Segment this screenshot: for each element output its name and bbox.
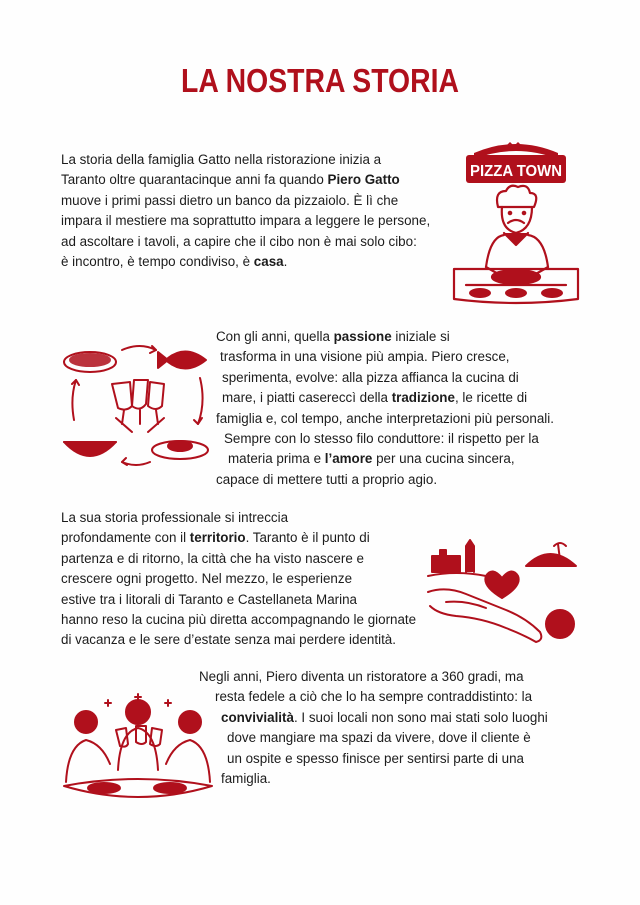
text-run: famiglia. xyxy=(221,771,271,787)
paragraph-line xyxy=(61,252,430,272)
emphasis-text: casa xyxy=(253,254,284,270)
text-run: per una cucina sincera, xyxy=(372,451,515,467)
paragraph-line xyxy=(216,449,554,469)
pizza-town-logo-text: PIZZA TOWN xyxy=(470,163,562,180)
text-run: di vacanza e le sere d’estate senza mai perdere identità. xyxy=(61,632,396,648)
paragraph-line xyxy=(199,667,548,687)
text-run: . xyxy=(283,254,288,270)
paragraph-line xyxy=(216,327,554,347)
paragraph-line xyxy=(216,368,554,388)
text-run: La sua storia professionale si intreccia xyxy=(61,510,289,525)
emphasis-text: passione xyxy=(333,329,392,344)
text-run: hanno reso la cucina più diretta accompagnando le giornate xyxy=(61,612,417,628)
text-run: Con gli anni, quella xyxy=(216,329,334,344)
text-run: sperimenta, evolve: alla pizza affianca la cucina di xyxy=(222,369,519,385)
story-paragraph-territory xyxy=(61,508,416,651)
text-run: iniziale si xyxy=(391,329,450,344)
text-run: resta fedele a ciò che lo ha sempre contraddistinto: la xyxy=(215,689,533,705)
paragraph-line xyxy=(61,191,430,211)
paragraph-line xyxy=(199,687,548,707)
paragraph-line xyxy=(61,211,430,231)
paragraph-line xyxy=(216,347,554,367)
text-run: profondamente con il xyxy=(61,530,190,546)
food-cycle-illustration xyxy=(60,332,215,472)
paragraph-line xyxy=(61,630,416,650)
paragraph-line xyxy=(216,409,554,429)
emphasis-text: tradizione xyxy=(391,390,455,406)
text-run: muove i primi passi dietro un banco da pizzaiolo. È lì che xyxy=(61,192,399,208)
paragraph-line xyxy=(216,388,554,408)
paragraph-line xyxy=(61,508,416,528)
paragraph-line xyxy=(61,590,416,610)
paragraph-line xyxy=(199,728,548,748)
text-run: un ospite e spesso finisce per sentirsi parte di una xyxy=(227,750,524,766)
text-run: trasforma in una visione più ampia. Piero cresce, xyxy=(220,349,510,365)
page-title: LA NOSTRA STORIA xyxy=(180,62,460,99)
text-run: è incontro, è tempo condiviso, è xyxy=(61,254,254,270)
paragraph-line xyxy=(61,170,430,190)
emphasis-text: convivialità xyxy=(221,709,294,725)
text-run: . Taranto è il punto di xyxy=(245,530,370,546)
emphasis-text: territorio xyxy=(189,530,246,546)
paragraph-line xyxy=(199,769,548,789)
text-run: , le ricette di xyxy=(454,390,528,406)
puglia-map-illustration xyxy=(426,536,581,648)
text-run: Sempre con lo stesso filo conduttore: il rispetto per la xyxy=(224,431,539,447)
text-run: partenza e di ritorno, la città che ha visto nascere e xyxy=(61,550,364,566)
text-run: La storia della famiglia Gatto nella ristorazione inizia a xyxy=(61,152,382,167)
text-run: dove mangiare ma spazi da vivere, dove il cliente è xyxy=(227,730,531,746)
text-run: Negli anni, Piero diventa un ristoratore a 360 gradi, ma xyxy=(199,669,524,684)
text-run: mare, i piatti casereccì della xyxy=(222,390,392,406)
friends-toasting-illustration xyxy=(60,690,215,808)
text-run: Taranto oltre quarantacinque anni fa quando xyxy=(61,172,328,188)
emphasis-text: l’amore xyxy=(324,451,373,467)
emphasis-text: Piero Gatto xyxy=(327,172,400,188)
text-run: impara il mestiere ma soprattutto impara a leggere le persone, xyxy=(61,213,431,229)
paragraph-line xyxy=(61,150,430,170)
text-run: capace di mettere tutti a proprio agio. xyxy=(216,471,438,487)
text-run: materia prima e xyxy=(228,451,325,467)
paragraph-line xyxy=(216,429,554,449)
story-paragraph-origins xyxy=(61,150,430,272)
story-paragraph-conviviality xyxy=(199,667,548,789)
pizza-chef-illustration xyxy=(446,137,586,317)
paragraph-line xyxy=(61,610,416,630)
text-run: famiglia e, col tempo, anche interpretazioni più personali. xyxy=(216,410,554,426)
story-paragraph-passion xyxy=(216,327,554,490)
text-run: . I suoi locali non sono mai stati solo luoghi xyxy=(293,709,548,725)
paragraph-line xyxy=(61,569,416,589)
paragraph-line xyxy=(199,749,548,769)
paragraph-line xyxy=(61,528,416,548)
paragraph-line xyxy=(199,708,548,728)
paragraph-line xyxy=(61,232,430,252)
text-run: crescere ogni progetto. Nel mezzo, le esperienze xyxy=(61,571,353,587)
paragraph-line xyxy=(216,470,554,490)
text-run: estive tra i litorali di Taranto e Castellaneta Marina xyxy=(61,591,357,607)
text-run: ad ascoltare i tavoli, a capire che il cibo non è mai solo cibo: xyxy=(61,233,417,249)
paragraph-line xyxy=(61,549,416,569)
